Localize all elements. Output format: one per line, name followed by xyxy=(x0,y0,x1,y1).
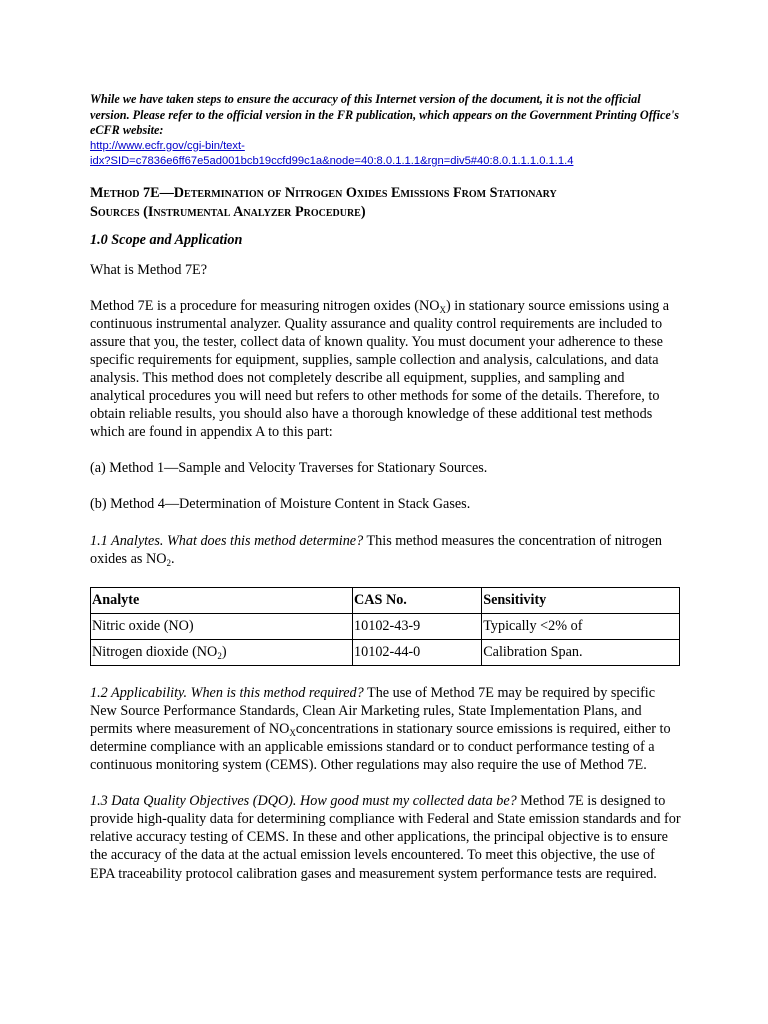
analytes-subscript: 2 xyxy=(166,557,171,568)
ecfr-link-line2[interactable]: idx?SID=c7836e6ff67e5ad001bcb19ccfd99c1a&node=40:8.0.1.1.1&rgn=div5#40:8.0.1.1.1.0.1.1.4 xyxy=(90,155,574,167)
dqo-heading: 1.3 Data Quality Objectives (DQO). How good must my collected data be? xyxy=(90,793,517,810)
method-ref-b: (b) Method 4—Determination of Moisture Content in Stack Gases. xyxy=(90,496,471,513)
analyte-name-end: ) xyxy=(221,643,227,660)
analytes-paragraph xyxy=(90,532,682,568)
dqo-text: Method 7E is designed to provide high-quality data for determining compliance with Federal and State emission standards and for relative accuracy testing of CEMS. In these and other applications, the principal objective is to ensure the accuracy of the data at the actual emission levels encountered. To meet this objective, the use of EPA traceability protocol calibration gases and measurement system performance tests are required. xyxy=(90,793,681,882)
table-row xyxy=(91,639,680,665)
intro-text-b: ) in stationary source emissions using a continuous instrumental analyzer. Quality assurance and quality control requirements are included to assure that you, the tester, collect data of known quality. You must document your adherence to these specific requirements for equipment, supplies, sample collection and analysis, calculations, and data analysis. This method does not completely describe all equipment, supplies, and sampling and analytical procedures you will need but refers to other methods for some of the details. Therefore, to obtain reliable results, you should also have a thorough knowledge of these additional test methods which are found in appendix A to this part: xyxy=(90,297,670,441)
method-title-line1: Method 7E—Determination of Nitrogen Oxides Emissions From Stationary xyxy=(90,184,557,201)
document-content xyxy=(90,92,682,883)
cell-cas: 10102-43-9 xyxy=(353,613,482,639)
disclaimer-text: While we have taken steps to ensure the accuracy of this Internet version of the document, it is not the official version. Please refer to the official version in the FR publication, which appears on the Government Printing Office's eCFR website: xyxy=(90,92,679,137)
header-sensitivity: Sensitivity xyxy=(482,587,680,613)
analyte-name: Nitrogen dioxide (NO xyxy=(92,643,218,660)
section-heading-scope: 1.0 Scope and Application xyxy=(90,231,243,248)
applicability-subscript: X xyxy=(289,727,296,738)
analytes-end: . xyxy=(170,550,175,567)
cell-sensitivity: Calibration Span. xyxy=(482,639,680,665)
intro-paragraph xyxy=(90,297,682,442)
question-text: What is Method 7E? xyxy=(90,261,208,278)
table-header-row xyxy=(91,587,680,613)
analytes-text: This method measures the concentration of nitrogen oxides as NO xyxy=(90,532,662,567)
cell-analyte xyxy=(91,639,353,665)
method-title-line2: Sources (Instrumental Analyzer Procedure) xyxy=(90,203,366,220)
ecfr-link[interactable] xyxy=(90,139,682,170)
applicability-paragraph xyxy=(90,684,682,774)
dqo-paragraph xyxy=(90,792,682,882)
method-ref-a: (a) Method 1—Sample and Velocity Traverses for Stationary Sources. xyxy=(90,460,488,477)
method-title xyxy=(90,184,682,222)
applicability-text-b: concentrations in stationary source emissions is required, either to determine compliance with an applicable emissions standard or to conduct performance testing of a continuous monitoring system (CEMS). Other regulations may also require the use of Method 7E. xyxy=(90,720,671,774)
applicability-text-a: The use of Method 7E may be required by specific New Source Performance Standards, Clean Air Marketing rules, State Implementation Plans, and permits where measurement of NO xyxy=(90,684,656,737)
ecfr-link-line1[interactable]: http://www.ecfr.gov/cgi-bin/text- xyxy=(90,139,245,152)
analyte-subscript: 2 xyxy=(217,650,222,661)
analytes-table xyxy=(90,587,680,666)
cell-cas: 10102-44-0 xyxy=(353,639,482,665)
intro-text-a: Method 7E is a procedure for measuring nitrogen oxides (NO xyxy=(90,297,440,314)
header-cas: CAS No. xyxy=(353,587,482,613)
applicability-heading: 1.2 Applicability. When is this method required? xyxy=(90,684,364,701)
header-analyte: Analyte xyxy=(91,587,353,613)
cell-sensitivity: Typically <2% of xyxy=(482,613,680,639)
cell-analyte xyxy=(91,613,353,639)
table-row xyxy=(91,613,680,639)
analyte-name: Nitric oxide (NO) xyxy=(92,617,194,634)
intro-subscript: X xyxy=(439,304,446,315)
analytes-heading: 1.1 Analytes. What does this method determine? xyxy=(90,532,364,549)
